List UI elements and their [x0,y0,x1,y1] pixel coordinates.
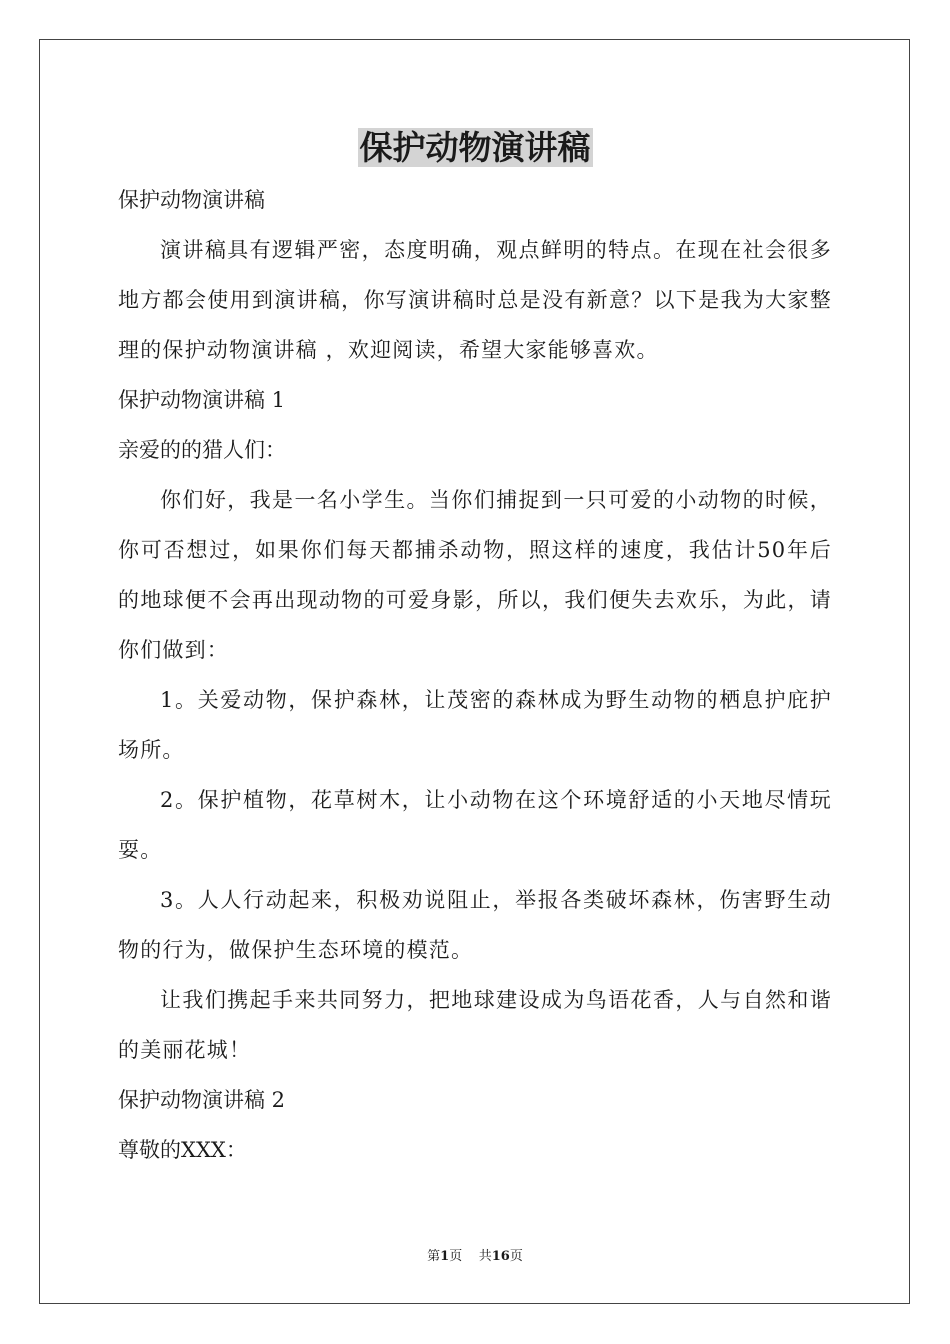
intro-paragraph: 演讲稿具有逻辑严密，态度明确，观点鲜明的特点。在现在社会很多地方都会使用到演讲稿，你写演讲稿时总是没有新意？以下是我为大家整理的保护动物演讲稿 ，欢迎阅读，希望大家能够喜欢。 [118,238,832,362]
document-body [118,175,832,1175]
document-title-text: 保护动物演讲稿 [359,128,591,167]
footer-total-suffix: 页 [509,1249,523,1264]
footer-total-prefix: 共 [478,1249,492,1264]
section-heading-1: 保护动物演讲稿 1 [118,388,286,412]
footer-page-suffix: 页 [449,1249,463,1264]
section-heading-2: 保护动物演讲稿 2 [118,1088,286,1112]
list-item-1: 1。关爱动物，保护森林，让茂密的森林成为野生动物的栖息护庇护场所。 [118,688,832,762]
footer-page-number: 1 [440,1249,450,1264]
salutation-2: 尊敬的XXX： [118,1138,247,1162]
list-item-3: 3。人人行动起来，积极劝说阻止，举报各类破坏森林，伤害野生动物的行为，做保护生态环境的模范。 [118,888,832,962]
document-title [0,126,950,170]
closing-paragraph-1: 让我们携起手来共同努力，把地球建设成为鸟语花香，人与自然和谐的美丽花城！ [118,988,832,1062]
page-footer [0,1248,950,1266]
body-paragraph-1: 你们好，我是一名小学生。当你们捕捉到一只可爱的小动物的时候，你可否想过，如果你们每天都捕杀动物，照这样的速度，我估计50年后的地球便不会再出现动物的可爱身影，所以，我们便失去欢乐，为此，请你们做到： [118,488,832,662]
footer-page-prefix: 第 [427,1249,441,1264]
list-item-2: 2。保护植物，花草树木，让小动物在这个环境舒适的小天地尽情玩耍。 [118,788,832,862]
footer-total-pages: 16 [491,1249,510,1264]
salutation-1: 亲爱的的猎人们： [118,438,286,462]
subtitle-line: 保护动物演讲稿 [118,188,265,212]
